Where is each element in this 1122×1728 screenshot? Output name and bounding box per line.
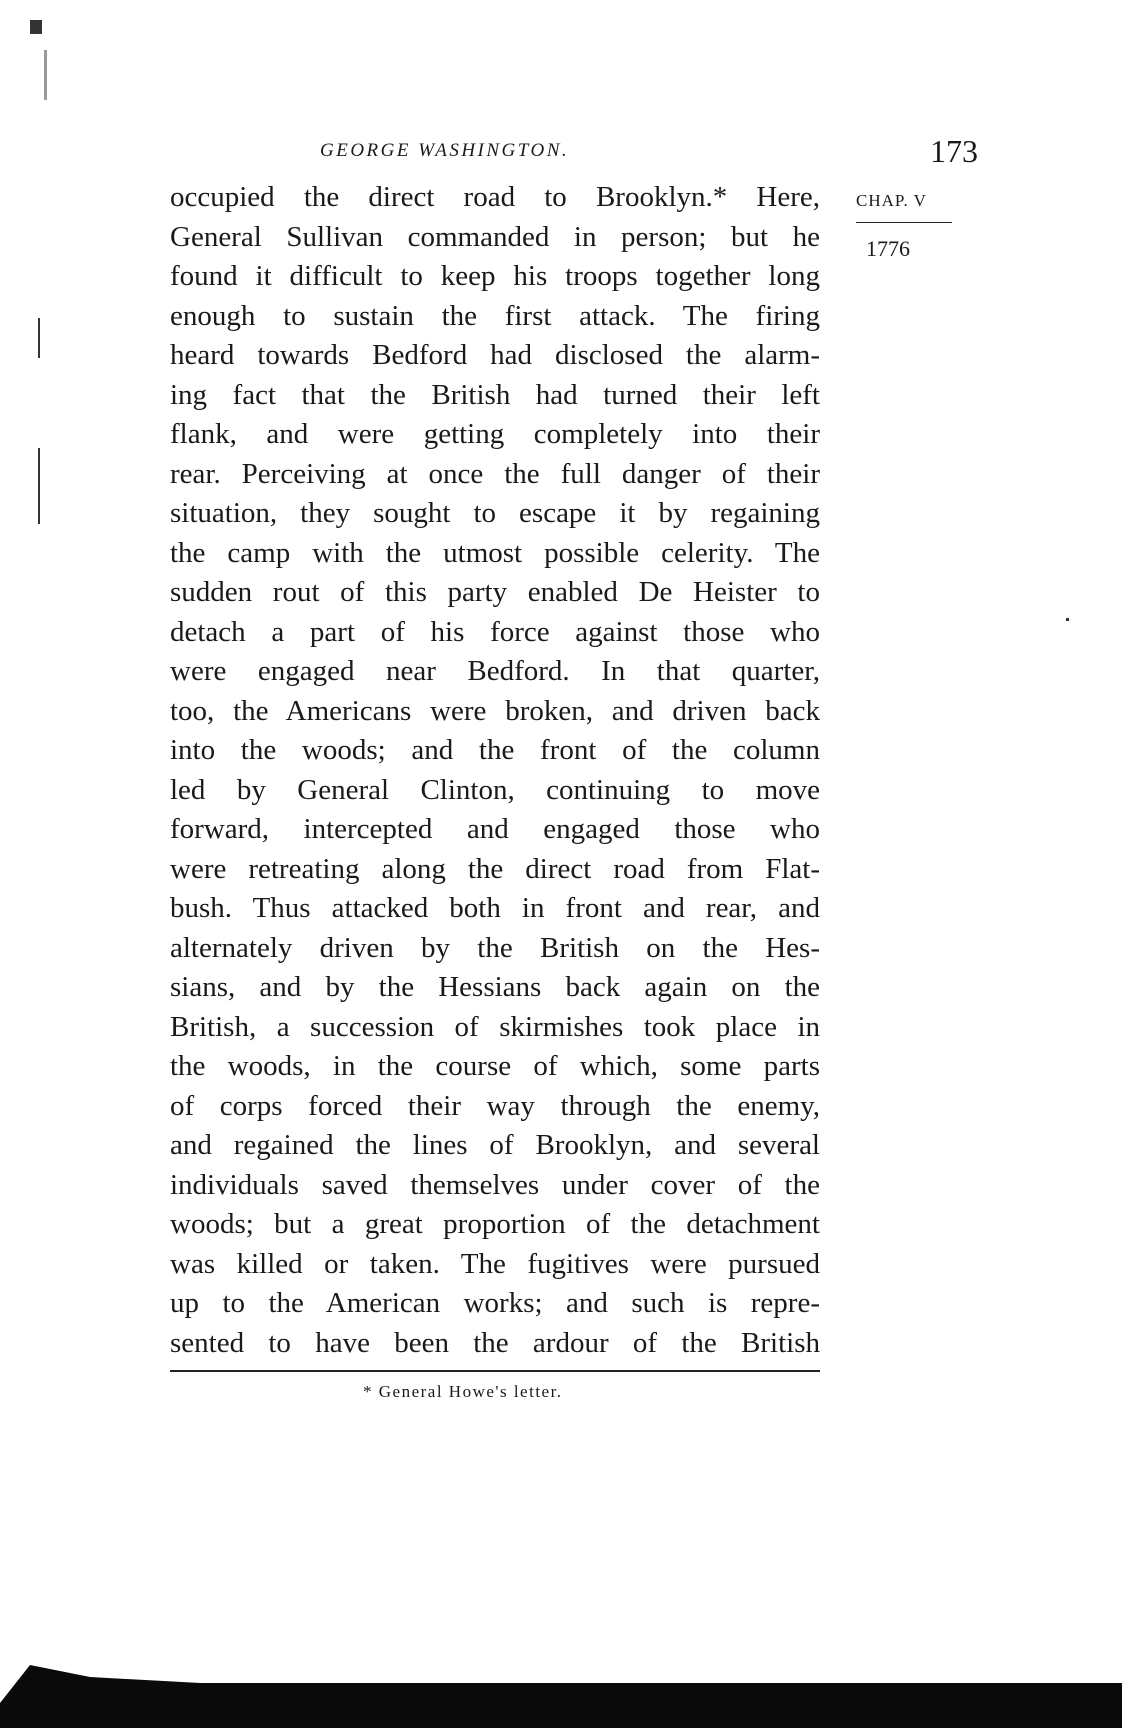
text-line: enough to sustain the first attack. The firing (170, 299, 820, 332)
text-line: into the woods; and the front of the column (170, 734, 820, 766)
text-line: of corps forced their way through the enemy, (170, 1089, 820, 1122)
text-line: forward, intercepted and engaged those who (170, 813, 820, 845)
text-line: too, the Americans were broken, and driven back (170, 694, 820, 727)
text-line: British, a succession of skirmishes took place in (170, 1010, 820, 1043)
scan-mark (38, 448, 40, 524)
text-line: were retreating along the direct road from Flat- (170, 852, 820, 885)
text-line: found it difficult to keep his troops together long (170, 260, 820, 292)
text-line: alternately driven by the British on the Hes- (170, 931, 820, 964)
text-line: the woods, in the course of which, some parts (170, 1050, 820, 1082)
text-line: situation, they sought to escape it by regaining (170, 497, 820, 529)
text-line: flank, and were getting completely into their (170, 418, 820, 450)
margin-year: 1776 (866, 236, 910, 261)
text-line: detach a part of his force against those who (170, 615, 820, 648)
body-text (170, 178, 820, 1363)
text-line: sented to have been the ardour of the British (170, 1326, 820, 1359)
footnote: * General Howe's letter. (363, 1382, 563, 1401)
text-line: ing fact that the British had turned their left (170, 378, 820, 411)
text-line: General Sullivan commanded in person; but he (170, 220, 820, 253)
margin-chapter-label: CHAP. V (856, 191, 927, 210)
text-line: bush. Thus attacked both in front and rear, and (170, 892, 820, 924)
text-line: was killed or taken. The fugitives were pursued (170, 1247, 820, 1280)
footnote-divider (170, 1370, 820, 1372)
text-line: led by General Clinton, continuing to move (170, 773, 820, 806)
page-number: 173 (930, 133, 978, 169)
text-line: the camp with the utmost possible celerity. The (170, 536, 820, 569)
text-line: sudden rout of this party enabled De Heister to (170, 576, 820, 608)
scan-edge-shadow (0, 1655, 1122, 1728)
margin-divider (856, 222, 952, 223)
scan-mark (38, 318, 40, 358)
scan-mark (1066, 618, 1069, 621)
scan-mark (30, 20, 42, 34)
text-line: occupied the direct road to Brooklyn.* Here, (170, 181, 820, 213)
text-line: heard towards Bedford had disclosed the alarm- (170, 339, 820, 371)
running-head: GEORGE WASHINGTON. (320, 140, 570, 161)
text-line: up to the American works; and such is repre- (170, 1287, 820, 1319)
text-line: individuals saved themselves under cover of the (170, 1168, 820, 1201)
text-line: rear. Perceiving at once the full danger of their (170, 457, 820, 490)
text-line: sians, and by the Hessians back again on the (170, 971, 820, 1003)
text-line: were engaged near Bedford. In that quarter, (170, 655, 820, 687)
text-line: woods; but a great proportion of the detachment (170, 1208, 820, 1240)
scan-mark (44, 50, 47, 100)
text-line: and regained the lines of Brooklyn, and several (170, 1129, 820, 1161)
